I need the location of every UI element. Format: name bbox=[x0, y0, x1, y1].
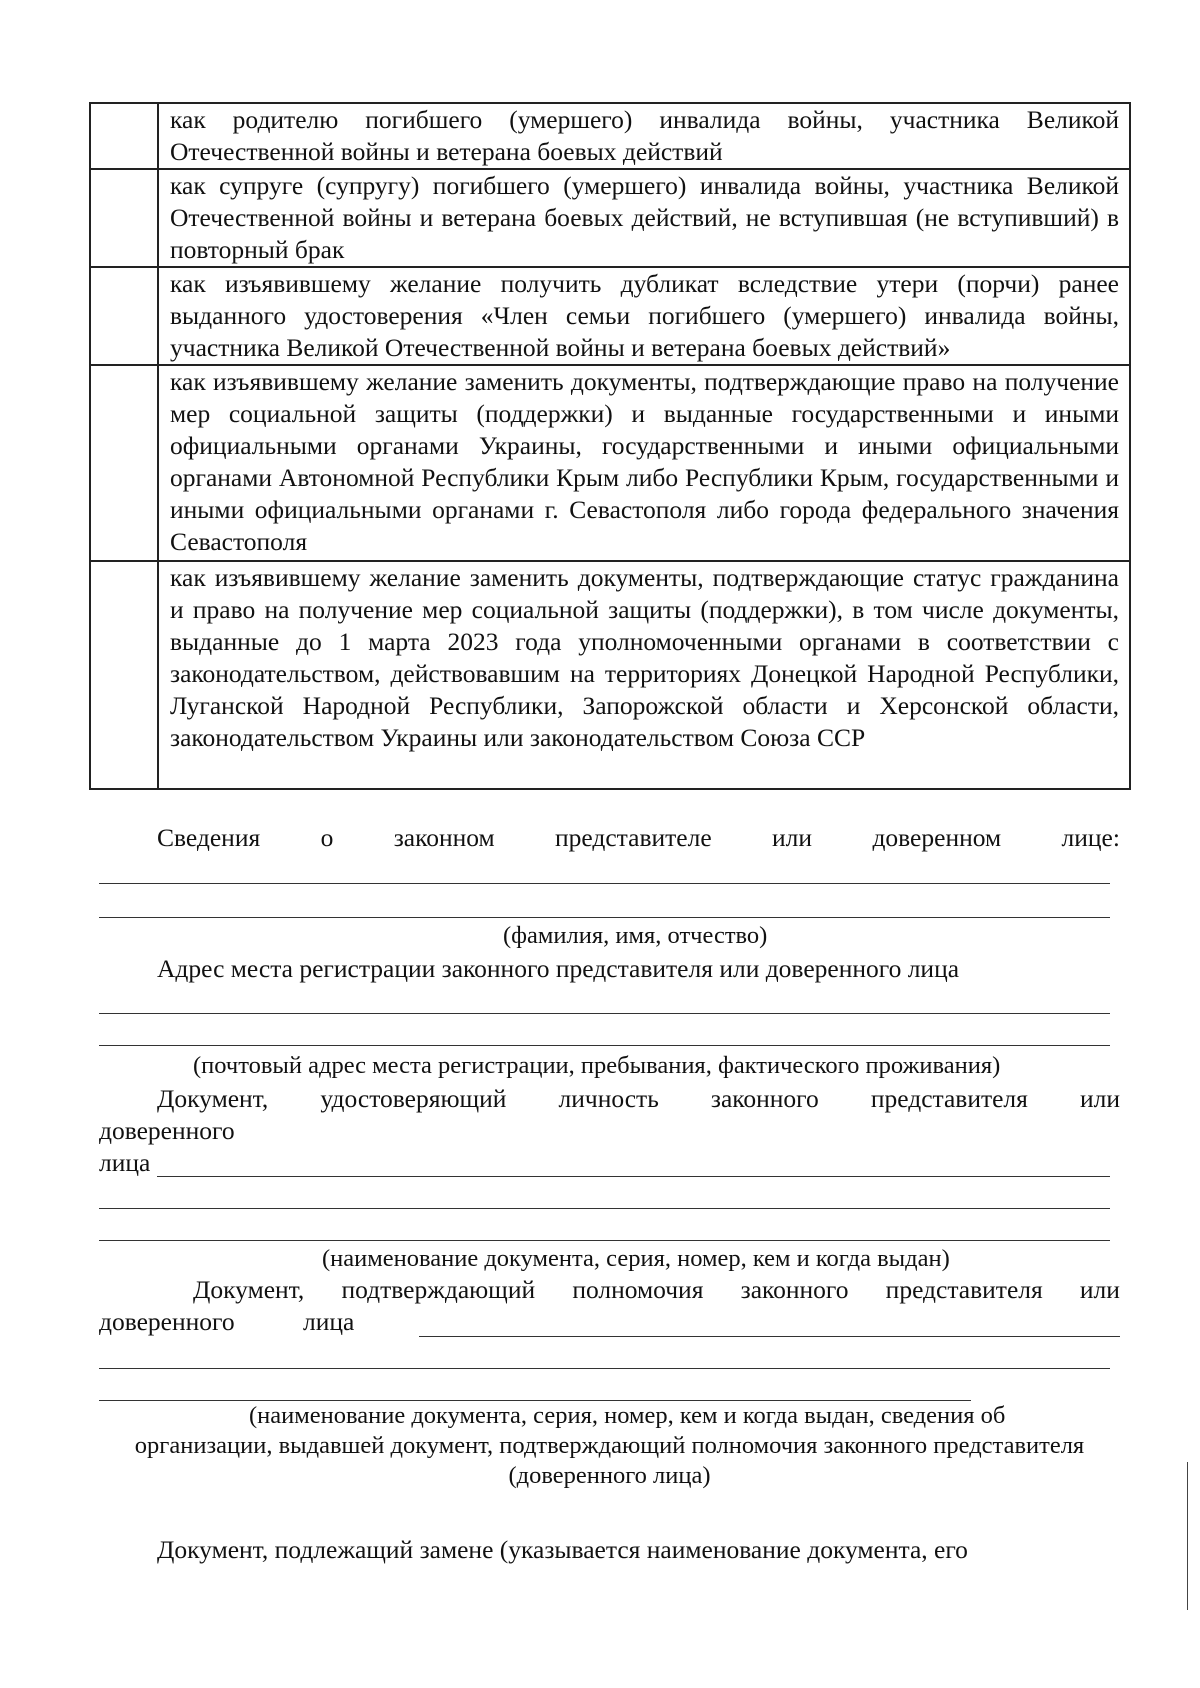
option-text: как родителю погибшего (умершего) инвалида войны, участника Великой Отечественной войны и ветерана боевых действий bbox=[158, 103, 1130, 169]
option-row bbox=[90, 103, 1130, 169]
authority-document-label bbox=[193, 1274, 1120, 1306]
id-doc-word: Документ, bbox=[157, 1084, 269, 1113]
authority-caption-1: (наименование документа, серия, номер, кем и когда выдан, сведения об bbox=[249, 1402, 1006, 1429]
authority-label-line2a: доверенного bbox=[99, 1307, 235, 1336]
option-text: как изъявившему желание заменить документы, подтверждающие статус гражданина и право на получение мер социальной защиты (поддержки), в том числе документы, выданные до 1 марта 2023 года уполномоченными органами в соответствии с законодательством, действовавшим на территориях Донецкой Народной Республики, Луганской Народной Республики, Запорожской области и Херсонской области, законодательством Украины или законодательством Союза ССР bbox=[158, 561, 1130, 789]
id-document-label bbox=[157, 1083, 1120, 1115]
id-document-field[interactable] bbox=[157, 1176, 1110, 1177]
id-doc-word: представителя bbox=[870, 1084, 1028, 1113]
authority-field-2[interactable] bbox=[99, 1368, 1110, 1369]
option-text: как изъявившему желание получить дубликат вследствие утери (порчи) ранее выданного удостоверения «Член семьи погибшего (умершего) инвалида войны, участника Великой Отечественной войны и ветерана боевых действий» bbox=[158, 267, 1130, 365]
authority-caption-3: (доверенного лица) bbox=[508, 1462, 711, 1489]
id-document-field-3[interactable] bbox=[99, 1240, 1110, 1241]
authority-word: или bbox=[1079, 1275, 1120, 1304]
address-label: Адрес места регистрации законного представителя или доверенного лица bbox=[157, 954, 960, 983]
option-text: как супруге (супругу) погибшего (умершего) инвалида войны, участника Великой Отечественной войны и ветерана боевых действий, не вступившая (не вступивший) в повторный брак bbox=[158, 169, 1130, 267]
heading-word: о bbox=[320, 823, 334, 852]
authority-word: законного bbox=[740, 1275, 849, 1304]
id-doc-word: законного bbox=[710, 1084, 819, 1113]
option-checkbox[interactable] bbox=[90, 267, 158, 365]
replacement-document-label: Документ, подлежащий замене (указывается наименование документа, его bbox=[157, 1535, 968, 1564]
id-document-field-2[interactable] bbox=[99, 1208, 1110, 1209]
id-doc-word: или bbox=[1079, 1084, 1120, 1113]
id-document-label-line2: доверенного bbox=[99, 1116, 235, 1145]
representative-name-field-2[interactable] bbox=[99, 917, 1110, 918]
heading-word: законном bbox=[393, 823, 495, 852]
authority-field[interactable] bbox=[419, 1336, 1120, 1337]
representative-heading bbox=[157, 822, 1120, 854]
representative-name-field[interactable] bbox=[99, 883, 1110, 884]
options-table bbox=[89, 102, 1131, 790]
option-checkbox[interactable] bbox=[90, 103, 158, 169]
id-doc-word: личность bbox=[558, 1084, 659, 1113]
option-checkbox[interactable] bbox=[90, 169, 158, 267]
option-row bbox=[90, 267, 1130, 365]
option-checkbox[interactable] bbox=[90, 561, 158, 789]
authority-word: подтверждающий bbox=[341, 1275, 536, 1304]
id-doc-word: удостоверяющий bbox=[320, 1084, 507, 1113]
heading-word: или bbox=[772, 823, 813, 852]
authority-word: Документ, bbox=[193, 1275, 305, 1304]
name-caption: (фамилия, имя, отчество) bbox=[503, 922, 768, 949]
option-checkbox[interactable] bbox=[90, 365, 158, 561]
id-document-label-line3: лица bbox=[99, 1148, 151, 1177]
option-row bbox=[90, 561, 1130, 789]
option-row bbox=[90, 365, 1130, 561]
authority-word: полномочия bbox=[572, 1275, 704, 1304]
address-field-2[interactable] bbox=[99, 1045, 1110, 1046]
authority-caption-2: организации, выдавшей документ, подтверждающий полномочия законного представителя bbox=[134, 1432, 1085, 1459]
margin-line bbox=[1187, 1462, 1188, 1610]
id-document-caption: (наименование документа, серия, номер, кем и когда выдан) bbox=[322, 1245, 950, 1272]
option-row bbox=[90, 169, 1130, 267]
option-text: как изъявившему желание заменить документы, подтверждающие право на получение мер социальной защиты (поддержки) и выданные государственными и иными официальными органами Украины, государственными и иными официальными органами Автономной Республики Крым либо Республики Крым, государственными и иными официальными органами г. Севастополя либо города федерального значения Севастополя bbox=[158, 365, 1130, 561]
address-caption: (почтовый адрес места регистрации, пребывания, фактического проживания) bbox=[193, 1052, 1001, 1079]
heading-word: лице: bbox=[1061, 823, 1120, 852]
heading-word: представителе bbox=[555, 823, 712, 852]
heading-word: Сведения bbox=[157, 823, 261, 852]
authority-label-line2b: лица bbox=[303, 1307, 355, 1336]
heading-word: доверенном bbox=[872, 823, 1002, 852]
authority-word: представителя bbox=[885, 1275, 1043, 1304]
address-field[interactable] bbox=[99, 1013, 1110, 1014]
